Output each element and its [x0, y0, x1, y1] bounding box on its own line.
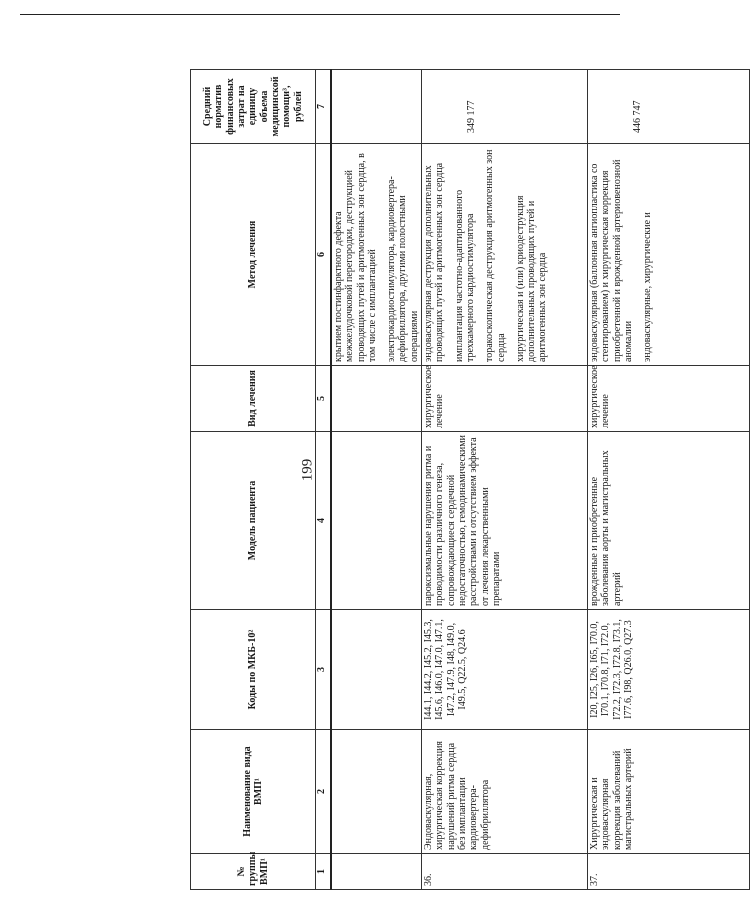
method-item: торакоскопическая деструкция аритмогенных зон сердца: [484, 149, 507, 362]
method-cell: [588, 144, 750, 366]
patient-model-cell: врожденные и приобретенные заболевания аорты и магистральных артерий: [588, 432, 750, 610]
table-row: [422, 70, 588, 890]
col-header-method: Метод лечения: [191, 144, 316, 366]
method-item: эндоваскулярная (баллонная ангиопластика со стентированием) и хирургическая коррекция приобретенной и врожденной артериовенозной аномалии: [589, 159, 634, 362]
treatment-type-cell: хирургическое лечение: [588, 366, 750, 432]
column-number: 6: [316, 144, 332, 366]
group-number-cell: 37.: [588, 854, 750, 890]
icd-codes-cell: I44.1, I44.2, I45.2, I45.3, I45.6, I46.0, I47.0, I47.1, I47.2, I47.9, I48, I49.0, I49.5, Q22.5, Q24.6: [422, 610, 588, 730]
col-header-model: Модель пациента: [191, 432, 316, 610]
group-number-cell: 36.: [422, 854, 588, 890]
vmp-table: [190, 69, 750, 890]
table-row: [588, 70, 750, 890]
column-number: 2: [316, 730, 332, 854]
patient-model-cell: пароксизмальные нарушения ритма и проводимости различного генеза, сопровождающиеся сердечной недостаточностью, гемодинамическими расстройствами и отсутствием эффекта от лечения лекарственными препаратами: [422, 432, 588, 610]
col-header-codes: Коды по МКБ-10²: [191, 610, 316, 730]
column-number: 1: [316, 854, 332, 890]
method-item: электрокардиостимулятора, кардиовертера-дефибриллятора, другими полостными операциями: [386, 176, 420, 362]
method-item: имплантация частотно-адаптированного трехкамерного кардиостимулятора: [453, 189, 476, 362]
col-header-group: № группы ВМП¹: [191, 854, 316, 890]
method-cell: [422, 144, 588, 366]
rotated-table-container: [190, 70, 654, 890]
icd-codes-cell: I20, I25, I26, I65, I70.0, I70.1, I70.8, I71, I72.0, I72.2, I72.3, I72.8, I73.1, I77.6, I98, Q26.0, Q27.3: [588, 610, 750, 730]
vmp-name-cell: Хирургическая и эндоваскулярная коррекция заболеваний магистральных артерий: [588, 730, 750, 854]
continued-method-cell: [331, 144, 422, 366]
column-number: 3: [316, 610, 332, 730]
col-header-cost: Средний норматив финансовых затрат на единицу объема медицинской помощи³, рублей: [191, 70, 316, 144]
column-number: 7: [316, 70, 332, 144]
column-number: 4: [316, 432, 332, 610]
page-number: 199: [299, 458, 316, 482]
header-row: [191, 70, 316, 890]
method-item: эндоваскулярная деструкция дополнительных проводящих путей и аритмогенных зон сердца: [423, 162, 446, 362]
method-item: крытием постинфарктного дефекта межжелудочковой перегородки, деструкцией проводящих путей и аритмогенных зон сердца, в том числе с имплантацией: [333, 153, 378, 362]
treatment-type-cell: хирургическое лечение: [422, 366, 588, 432]
method-item: эндоваскулярные, хирургические и: [642, 212, 654, 362]
column-number: 5: [316, 366, 332, 432]
col-header-treatment: Вид лечения: [191, 366, 316, 432]
continuation-row: [331, 70, 422, 890]
cost-cell: 446 747: [588, 70, 750, 144]
column-number-row: [316, 70, 332, 890]
method-item: хирургическая и (или) криодеструкция дополнительных проводящих путей и аритмогенных зон сердца: [514, 195, 549, 362]
cost-cell: 349 177: [422, 70, 588, 144]
vmp-name-cell: Эндоваскулярная, хирургическая коррекция нарушений ритма сердца без имплантации кардиовертера-дефибриллятора: [422, 730, 588, 854]
col-header-name: Наименование вида ВМП¹: [191, 730, 316, 854]
top-rule: [20, 14, 620, 15]
